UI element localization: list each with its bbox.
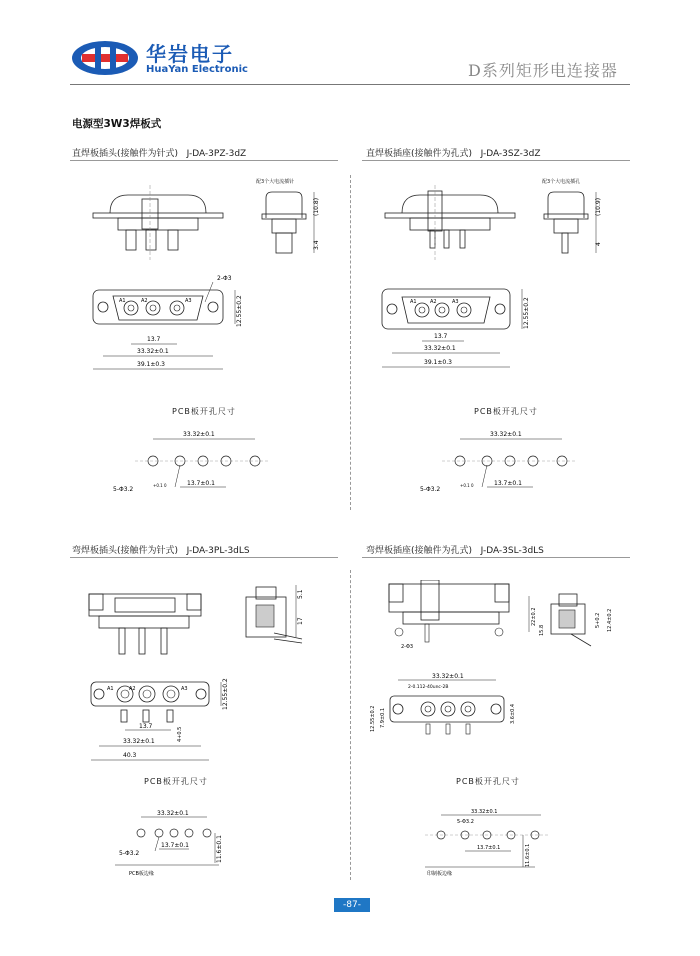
svg-text:12.4±0.2: 12.4±0.2 — [607, 608, 613, 632]
svg-text:(10.9): (10.9) — [595, 197, 602, 216]
brand-name-en: HuaYan Electronic — [146, 64, 248, 75]
svg-text:5-Φ3.2: 5-Φ3.2 — [457, 819, 474, 825]
series-title: D系列矩形电连接器 — [468, 61, 618, 80]
br-front-view — [368, 672, 528, 740]
svg-text:33.32±0.1: 33.32±0.1 — [137, 348, 169, 355]
svg-text:13.7: 13.7 — [139, 723, 153, 730]
svg-text:5-Φ3.2: 5-Φ3.2 — [113, 486, 134, 493]
brand-name-cn: 华岩电子 — [146, 42, 234, 66]
panel-bl-title: 弯焊板插头(接触件为针式) J-DA-3PL-3dLS — [72, 546, 250, 556]
tl-end-view — [258, 190, 328, 260]
bl-front-view — [85, 678, 255, 768]
svg-text:2-Φ3: 2-Φ3 — [217, 275, 232, 282]
svg-text:13.7±0.1: 13.7±0.1 — [161, 842, 189, 849]
svg-text:33.32±0.1: 33.32±0.1 — [490, 431, 522, 438]
svg-text:4: 4 — [595, 242, 602, 246]
svg-text:12.55±0.2: 12.55±0.2 — [370, 705, 376, 732]
svg-text:40.3: 40.3 — [123, 752, 137, 759]
svg-text:17: 17 — [297, 617, 304, 625]
tl-pcb-holes — [105, 425, 285, 497]
tl-pcb-label: PCB板开孔尺寸 — [172, 407, 236, 416]
svg-text:3.6±0.4: 3.6±0.4 — [510, 703, 516, 724]
svg-text:33.32±0.1: 33.32±0.1 — [183, 431, 215, 438]
tr-pcb-label: PCB板开孔尺寸 — [474, 407, 538, 416]
page-number: -87- — [334, 898, 370, 912]
br-pcb-label: PCB板开孔尺寸 — [456, 777, 520, 786]
divider-bottom — [350, 570, 351, 880]
svg-text:A2: A2 — [129, 686, 136, 692]
svg-text:11.6±0.1: 11.6±0.1 — [216, 835, 223, 863]
logo-icon — [70, 38, 140, 78]
tr-end-view — [540, 190, 610, 260]
svg-text:PCB板边缘: PCB板边缘 — [129, 871, 154, 877]
panel-tl-title: 直焊板插头(接触件为针式) J-DA-3PZ-3dZ — [72, 149, 247, 159]
svg-text:12.55±0.2: 12.55±0.2 — [236, 295, 243, 327]
svg-text:5+0.2: 5+0.2 — [595, 612, 601, 628]
svg-text:13.7±0.1: 13.7±0.1 — [187, 480, 215, 487]
panel-tr-title: 直焊板插座(接触件为孔式) J-DA-3SZ-3dZ — [366, 149, 541, 159]
svg-text:33.32±0.1: 33.32±0.1 — [432, 673, 464, 680]
svg-text:5-Φ3.2: 5-Φ3.2 — [119, 850, 140, 857]
brand-logo — [70, 38, 140, 78]
svg-text:A2: A2 — [430, 299, 437, 305]
svg-text:2-Φ3: 2-Φ3 — [401, 644, 414, 650]
tl-note: 配3个大电流插针 — [256, 179, 295, 185]
svg-text:A3: A3 — [185, 298, 192, 304]
svg-text:13.7±0.1: 13.7±0.1 — [477, 845, 501, 851]
tl-side-view — [88, 185, 228, 260]
svg-text:2-0.112-40unc-2B: 2-0.112-40unc-2B — [408, 685, 449, 690]
tr-pcb-holes — [412, 425, 592, 497]
section-title: 电源型3W3焊板式 — [72, 118, 162, 130]
br-end-view — [525, 590, 625, 660]
svg-text:3.4: 3.4 — [313, 240, 320, 250]
svg-text:A1: A1 — [107, 686, 114, 692]
svg-text:12.55±0.2: 12.55±0.2 — [523, 297, 530, 329]
svg-text:印制板边缘: 印制板边缘 — [427, 871, 453, 877]
panel-br-title: 弯焊板插座(接触件为孔式) J-DA-3SL-3dLS — [366, 546, 544, 556]
bl-pcb-label: PCB板开孔尺寸 — [144, 777, 208, 786]
svg-text:15.8: 15.8 — [539, 624, 545, 636]
svg-text:+0.1 0: +0.1 0 — [153, 483, 167, 488]
svg-text:A3: A3 — [452, 299, 459, 305]
svg-text:4+0.5: 4+0.5 — [177, 726, 183, 742]
svg-text:A1: A1 — [119, 298, 126, 304]
br-pcb-holes — [425, 805, 565, 877]
bl-pcb-holes — [115, 805, 255, 877]
svg-text:A1: A1 — [410, 299, 417, 305]
svg-text:33.32±0.1: 33.32±0.1 — [424, 345, 456, 352]
svg-text:+0.1 0: +0.1 0 — [460, 483, 474, 488]
br-side-view — [385, 580, 515, 650]
svg-text:39.1±0.3: 39.1±0.3 — [137, 361, 165, 368]
tr-front-view — [380, 285, 540, 375]
divider-top — [350, 175, 351, 510]
svg-text:22±0.2: 22±0.2 — [531, 607, 537, 626]
svg-text:13.7: 13.7 — [434, 333, 448, 340]
svg-text:A3: A3 — [181, 686, 188, 692]
svg-text:39.1±0.3: 39.1±0.3 — [424, 359, 452, 366]
header-rule — [70, 84, 630, 85]
svg-text:33.32±0.1: 33.32±0.1 — [123, 738, 155, 745]
tl-front-view — [85, 272, 255, 377]
tr-side-view — [380, 185, 520, 260]
svg-text:33.32±0.1: 33.32±0.1 — [157, 810, 189, 817]
svg-text:11.6±0.1: 11.6±0.1 — [525, 843, 531, 867]
svg-text:7.9±0.1: 7.9±0.1 — [380, 707, 386, 728]
svg-text:13.7: 13.7 — [147, 336, 161, 343]
svg-text:5-Φ3.2: 5-Φ3.2 — [420, 486, 441, 493]
svg-text:13.7±0.1: 13.7±0.1 — [494, 480, 522, 487]
svg-text:5.1: 5.1 — [297, 589, 304, 599]
svg-text:(10.8): (10.8) — [313, 197, 320, 216]
bl-side-view — [85, 590, 205, 660]
svg-text:12.55±0.2: 12.55±0.2 — [222, 678, 229, 710]
svg-text:A2: A2 — [141, 298, 148, 304]
svg-text:33.32±0.1: 33.32±0.1 — [471, 809, 498, 815]
tr-note: 配3个大电流插孔 — [542, 179, 581, 185]
bl-end-view — [240, 585, 320, 655]
